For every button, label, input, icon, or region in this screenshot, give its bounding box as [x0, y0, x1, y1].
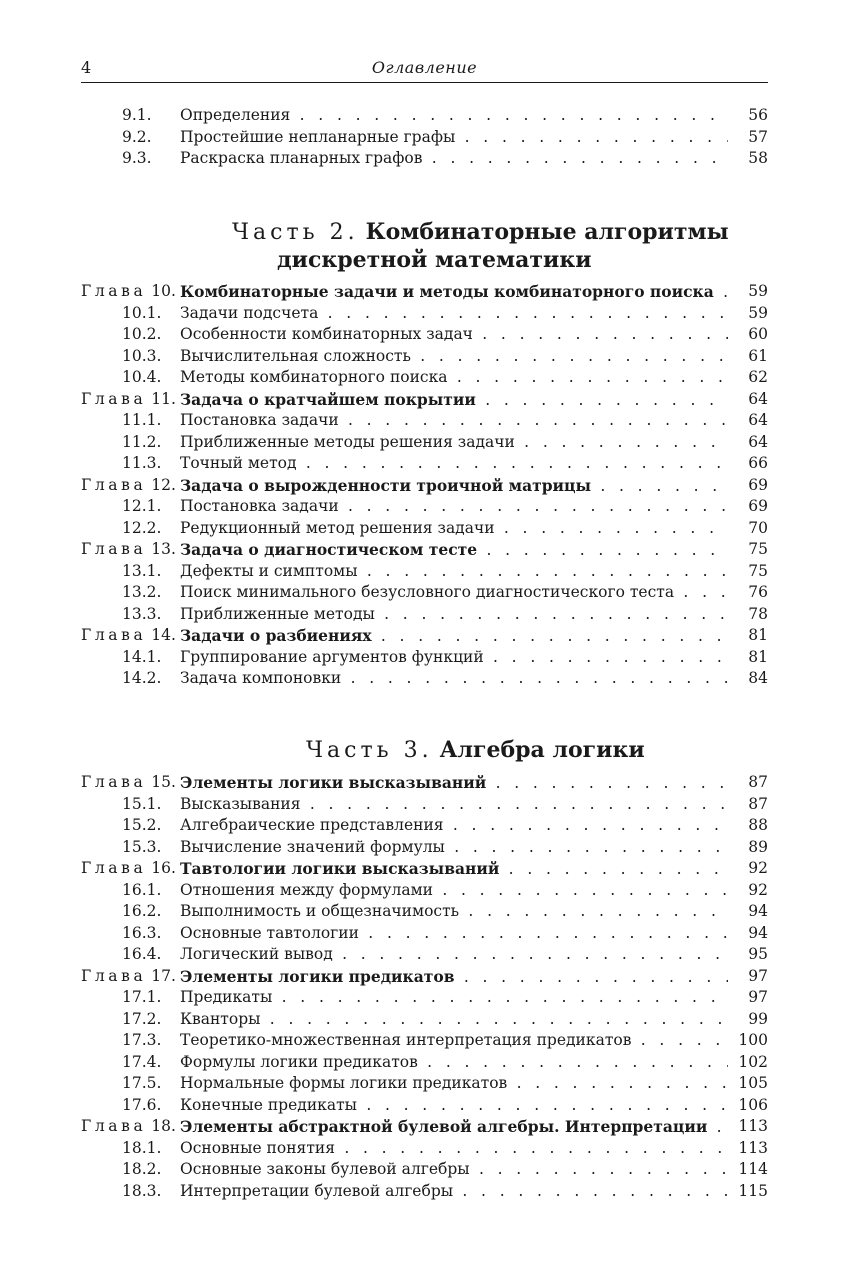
section-title: Задачи подсчета . . . — [180, 303, 728, 325]
part2-label: Часть 2. — [232, 220, 359, 245]
section-number: 9.1. — [122, 106, 152, 124]
running-title: Оглавление — [371, 58, 478, 77]
chapter-number — [81, 625, 176, 647]
page-ref: 113 — [738, 1138, 768, 1157]
toc-section-entry — [81, 647, 768, 669]
section-number: 16.4. — [122, 945, 162, 963]
chapter-number-value: 17. — [151, 966, 176, 985]
page-ref: 115 — [738, 1181, 768, 1200]
section-number: 15.2. — [122, 816, 162, 834]
section-number: 17.5. — [122, 1074, 162, 1092]
section-title: Выполнимость и общезначимость . . . — [180, 901, 728, 923]
page-ref: 69 — [748, 475, 768, 494]
chapter-title: Тавтологии логики высказываний . . . — [180, 858, 728, 881]
page-ref: 92 — [748, 880, 768, 899]
section-title: Простейшие непланарные графы . . . — [180, 127, 728, 149]
section-number: 18.2. — [122, 1160, 162, 1178]
toc-section-entry — [81, 944, 768, 966]
toc-section-entry — [81, 561, 768, 583]
section-title: Приближенные методы . . . — [180, 604, 728, 626]
page-ref: 94 — [748, 923, 768, 942]
chapter-number — [81, 281, 176, 303]
toc-section-entry — [81, 410, 768, 432]
page-ref: 69 — [748, 497, 768, 515]
page-ref: 59 — [748, 303, 768, 322]
chapter-number — [81, 858, 176, 880]
part3-label: Часть 3. — [306, 738, 433, 763]
chapter-label: Глава — [81, 1117, 147, 1135]
section-number: 18.1. — [122, 1138, 162, 1157]
toc-section-entry — [81, 1181, 768, 1203]
section-number: 13.3. — [122, 604, 162, 623]
section-number: 17.4. — [122, 1052, 162, 1071]
chapter-label: Глава — [81, 540, 147, 558]
section-title: Основные законы булевой алгебры . . . — [180, 1159, 728, 1181]
chapter-number-value: 13. — [151, 540, 176, 558]
page-ref: 64 — [748, 411, 768, 429]
toc-section-entry — [81, 987, 768, 1009]
page-number: 4 — [81, 58, 92, 77]
chapter-title: Задача о вырожденности троичной матрицы . . . — [180, 475, 728, 498]
page-ref: 64 — [748, 389, 768, 408]
part3-title-text: Алгебра логики — [439, 737, 645, 763]
page-ref: 57 — [748, 127, 768, 146]
part2-title-line1 — [232, 218, 729, 247]
chapter-label: Глава — [81, 282, 147, 300]
toc-chapter-entry — [81, 539, 768, 561]
page-ref: 81 — [748, 647, 768, 666]
toc-section-entry — [81, 1009, 768, 1031]
toc-section-entry — [81, 604, 768, 626]
chapter-number — [81, 772, 176, 794]
toc-top-sections — [81, 105, 768, 170]
section-title: Постановка задачи . . . — [180, 410, 728, 432]
page-ref: 97 — [748, 966, 768, 985]
section-number: 13.2. — [122, 583, 162, 601]
chapter-number — [81, 539, 176, 561]
section-number: 11.3. — [122, 454, 162, 472]
page-ref: 87 — [748, 794, 768, 813]
toc-chapter-entry — [81, 966, 768, 988]
section-title: Логический вывод . . . — [180, 944, 728, 966]
toc-section-entry — [81, 901, 768, 923]
section-title: Методы комбинаторного поиска . . . — [180, 367, 728, 389]
page-ref: 97 — [748, 988, 768, 1006]
section-number: 14.2. — [122, 669, 162, 687]
section-number: 13.1. — [122, 561, 162, 580]
chapter-title: Элементы логики высказываний . . . — [180, 772, 728, 795]
toc-section-entry — [81, 1030, 768, 1052]
section-title: Интерпретации булевой алгебры . . . — [180, 1181, 728, 1203]
section-number: 14.1. — [122, 647, 162, 666]
toc-section-entry — [81, 1095, 768, 1117]
section-title: Группирование аргументов функций . . . — [180, 647, 728, 669]
section-title: Формулы логики предикатов . . . — [180, 1052, 728, 1074]
page-ref: 59 — [748, 282, 768, 300]
page-ref: 100 — [738, 1031, 768, 1049]
chapter-number-value: 18. — [151, 1117, 176, 1135]
section-title: Основные понятия . . . — [180, 1138, 728, 1160]
toc-section-entry — [81, 815, 768, 837]
page-ref: 61 — [748, 346, 768, 365]
toc-section-entry — [81, 453, 768, 475]
toc-section-entry — [81, 105, 768, 127]
toc-section-entry — [81, 582, 768, 604]
toc-section-entry — [81, 668, 768, 690]
page-ref: 75 — [748, 561, 768, 580]
chapter-number-value: 10. — [151, 282, 176, 300]
page-ref: 113 — [738, 1117, 768, 1135]
chapter-title: Задача о кратчайшем покрытии . . . — [180, 389, 728, 412]
toc-section-entry — [81, 148, 768, 170]
toc-section-entry — [81, 1073, 768, 1095]
chapter-number-value: 15. — [151, 773, 176, 791]
page-ref: 94 — [748, 902, 768, 920]
chapter-title: Элементы логики предикатов . . . — [180, 966, 728, 989]
chapter-number — [81, 389, 176, 411]
chapter-number-value: 12. — [151, 475, 176, 494]
section-title: Кванторы . . . — [180, 1009, 728, 1031]
toc-chapter-entry — [81, 475, 768, 497]
section-title: Особенности комбинаторных задач . . . — [180, 324, 728, 346]
toc-section-entry — [81, 367, 768, 389]
page-ref: 64 — [748, 432, 768, 451]
section-number: 12.2. — [122, 518, 162, 537]
page-ref: 70 — [748, 518, 768, 537]
chapter-number-value: 16. — [151, 859, 176, 877]
section-title: Постановка задачи . . . — [180, 496, 728, 518]
section-title: Приближенные методы решения задачи . . . — [180, 432, 728, 454]
section-title: Редукционный метод решения задачи . . . — [180, 518, 728, 540]
page-ref: 92 — [748, 859, 768, 877]
page-ref: 58 — [748, 149, 768, 167]
section-title: Задача компоновки . . . — [180, 668, 728, 690]
section-title: Поиск минимального безусловного диагностического теста . . . — [180, 582, 728, 604]
page-ref: 78 — [748, 604, 768, 623]
section-number: 17.6. — [122, 1095, 162, 1114]
toc-section-entry — [81, 303, 768, 325]
toc-part2 — [81, 281, 768, 690]
running-header — [81, 58, 768, 83]
page-ref: 62 — [748, 368, 768, 386]
toc-section-entry — [81, 324, 768, 346]
toc-section-entry — [81, 518, 768, 540]
section-number: 17.1. — [122, 988, 162, 1006]
chapter-title: Комбинаторные задачи и методы комбинаторного поиска . . . — [180, 281, 728, 304]
toc-section-entry — [81, 346, 768, 368]
chapter-number-value: 11. — [151, 389, 176, 408]
section-number: 16.2. — [122, 902, 162, 920]
part2-title-line2 — [277, 246, 592, 275]
section-number: 10.1. — [122, 303, 162, 322]
toc-section-entry — [81, 127, 768, 149]
page-ref: 88 — [748, 816, 768, 834]
section-title: Определения . . . — [180, 105, 728, 127]
toc-chapter-entry — [81, 281, 768, 303]
toc-section-entry — [81, 880, 768, 902]
page-ref: 75 — [748, 540, 768, 558]
toc-section-entry — [81, 1052, 768, 1074]
section-number: 10.3. — [122, 346, 162, 365]
toc-chapter-entry — [81, 858, 768, 880]
section-title: Теоретико-множественная интерпретация предикатов . . . — [180, 1030, 728, 1052]
section-number: 12.1. — [122, 497, 162, 515]
chapter-label: Глава — [81, 773, 147, 791]
section-title: Точный метод . . . — [180, 453, 728, 475]
toc-section-entry — [81, 432, 768, 454]
toc-section-entry — [81, 1138, 768, 1160]
chapter-label: Глава — [81, 475, 147, 494]
page-ref: 102 — [738, 1052, 768, 1071]
section-title: Дефекты и симптомы . . . — [180, 561, 728, 583]
section-title: Высказывания . . . — [180, 794, 728, 816]
toc-chapter-entry — [81, 389, 768, 411]
section-number: 17.3. — [122, 1031, 162, 1049]
section-number: 16.1. — [122, 880, 162, 899]
section-number: 15.1. — [122, 794, 162, 813]
part3-title — [306, 736, 645, 765]
chapter-title: Задачи о разбиениях . . . — [180, 625, 728, 648]
section-number: 17.2. — [122, 1009, 162, 1028]
toc-section-entry — [81, 496, 768, 518]
section-number: 11.1. — [122, 411, 162, 429]
section-number: 18.3. — [122, 1181, 162, 1200]
section-number: 9.3. — [122, 149, 152, 167]
page-ref: 89 — [748, 837, 768, 856]
page-ref: 66 — [748, 454, 768, 472]
part2-title-line2-text: дискретной математики — [277, 247, 592, 273]
section-title: Алгебраические представления . . . — [180, 815, 728, 837]
section-title: Предикаты . . . — [180, 987, 728, 1009]
section-title: Нормальные формы логики предикатов . . . — [180, 1073, 728, 1095]
part2-title-line1-text: Комбинаторные алгоритмы — [365, 219, 729, 245]
chapter-label: Глава — [81, 859, 147, 877]
chapter-label: Глава — [81, 966, 147, 985]
page-ref: 114 — [738, 1160, 768, 1178]
chapter-number — [81, 1116, 176, 1138]
toc-section-entry — [81, 923, 768, 945]
section-number: 9.2. — [122, 127, 152, 146]
section-number: 15.3. — [122, 837, 162, 856]
chapter-number — [81, 475, 176, 497]
section-title: Основные тавтологии . . . — [180, 923, 728, 945]
section-number: 10.2. — [122, 325, 162, 343]
page-ref: 84 — [748, 669, 768, 687]
chapter-title: Задача о диагностическом тесте . . . — [180, 539, 728, 562]
section-number: 10.4. — [122, 368, 162, 386]
toc-section-entry — [81, 837, 768, 859]
page-ref: 56 — [748, 106, 768, 124]
toc-chapter-entry — [81, 625, 768, 647]
toc-chapter-entry — [81, 772, 768, 794]
section-number: 11.2. — [122, 432, 162, 451]
page-ref: 99 — [748, 1009, 768, 1028]
toc-chapter-entry — [81, 1116, 768, 1138]
page-ref: 95 — [748, 945, 768, 963]
section-title: Вычисление значений формулы . . . — [180, 837, 728, 859]
page-ref: 105 — [738, 1074, 768, 1092]
section-title: Конечные предикаты . . . — [180, 1095, 728, 1117]
page-ref: 76 — [748, 583, 768, 601]
page-ref: 87 — [748, 773, 768, 791]
toc-part3 — [81, 772, 768, 1202]
chapter-label: Глава — [81, 626, 147, 644]
section-title: Вычислительная сложность . . . — [180, 346, 728, 368]
chapter-number — [81, 966, 176, 988]
page-ref: 81 — [748, 626, 768, 644]
toc-section-entry — [81, 1159, 768, 1181]
chapter-label: Глава — [81, 389, 147, 408]
section-title: Раскраска планарных графов . . . — [180, 148, 728, 170]
toc-section-entry — [81, 794, 768, 816]
section-number: 16.3. — [122, 923, 162, 942]
section-title: Отношения между формулами . . . — [180, 880, 728, 902]
chapter-title: Элементы абстрактной булевой алгебры. Интерпретации . . . — [180, 1116, 728, 1139]
page-ref: 106 — [738, 1095, 768, 1114]
chapter-number-value: 14. — [151, 626, 176, 644]
page-ref: 60 — [748, 325, 768, 343]
